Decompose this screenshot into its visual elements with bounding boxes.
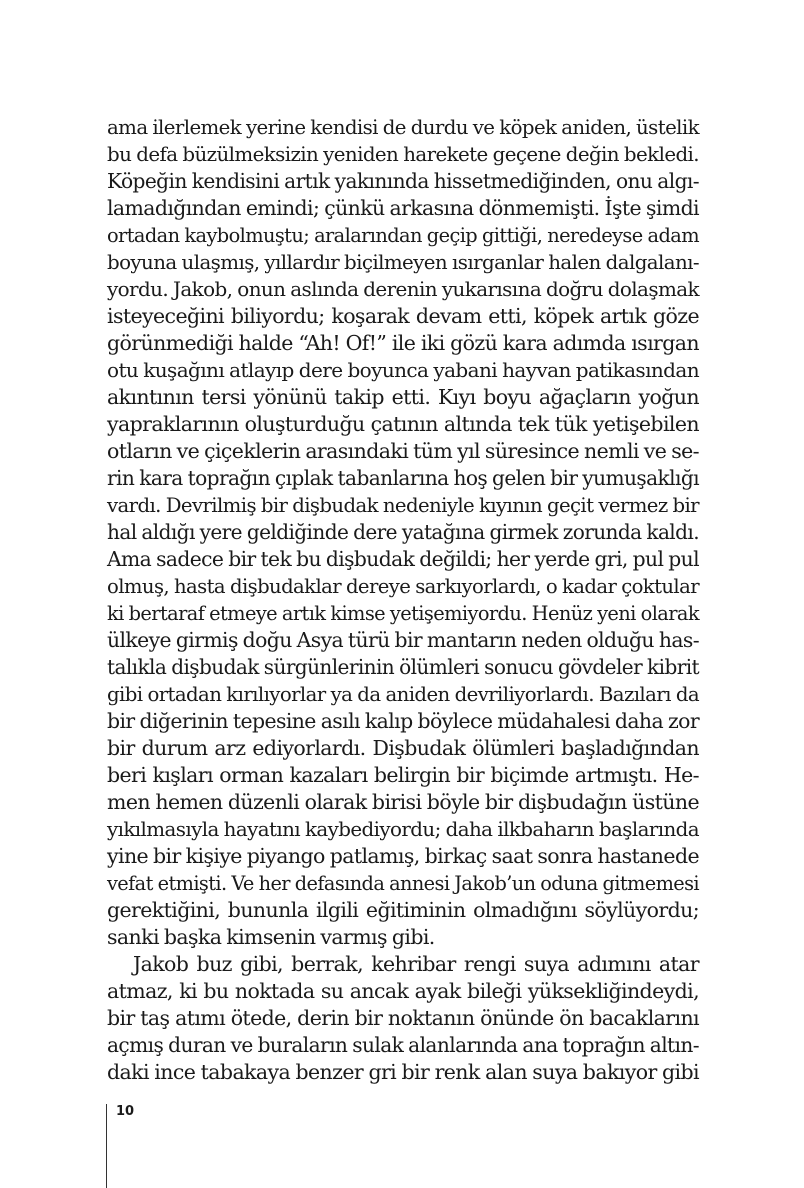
text-line: talıkla dişbudak sürgünlerinin ölümleri sonucu gövdeler kibrit [107, 655, 699, 679]
text-line: vefat etmişti. Ve her defasında annesi Jakob’un oduna gitmemesi [107, 872, 699, 895]
text-line: yapraklarının oluşturduğu çatının altında tek tük yetişebilen [107, 412, 699, 436]
text-line: ama ilerlemek yerine kendisi de durdu ve köpek aniden, üstelik [107, 116, 699, 139]
text-line: yıkılmasıyla hayatını kaybediyordu; daha ilkbaharın başlarında [107, 818, 699, 841]
text-line: bir diğerinin tepesine asılı kalıp böylece müdahalesi daha zor [107, 709, 699, 733]
text-line: yordu. Jakob, onun aslında derenin yukarısına doğru dolaşmak [107, 278, 699, 301]
text-line: olmuş, hasta dişbudaklar dereye sarkıyorlardı, o kadar çoktular [107, 575, 699, 598]
text-line: bu defa büzülmeksizin yeniden harekete geçene değin bekledi. [107, 143, 699, 166]
text-line: vardı. Devrilmiş bir dişbudak nedeniyle kıyının geçit vermez bir [107, 494, 699, 517]
page-number: 10 [116, 1104, 135, 1119]
text-line: daki ince tabakaya benzer gri bir renk alan suya bakıyor gibi [107, 1060, 699, 1084]
text-line: sanki başka kimsenin varmış gibi. [107, 925, 435, 949]
text-line: lamadığından emindi; çünkü arkasına dönmemişti. İşte şimdi [107, 196, 699, 220]
text-line: beri kışları orman kazaları belirgin bir biçimde artmıştı. He- [107, 763, 699, 787]
text-line: atmaz, ki bu noktada su ancak ayak bileği yüksekliğindeydi, [107, 979, 699, 1003]
paragraph-1 [107, 114, 699, 951]
text-line: otların ve çiçeklerin arasındaki tüm yıl süresince nemli ve se- [107, 439, 699, 463]
text-line: hal aldığı yere geldiğinde dere yatağına girmek zorunda kaldı. [107, 520, 699, 544]
text-line: ki bertaraf etmeye artık kimse yetişemiyordu. Henüz yeni olarak [107, 602, 699, 625]
text-line: isteyeceğini biliyordu; koşarak devam etti, köpek artık göze [107, 304, 699, 328]
text-line: boyuna ulaşmış, yıllardır biçilmeyen ısırganlar halen dalgalanı- [107, 251, 699, 274]
text-line: görünmediği halde “Ah! Of!” ile iki gözü kara adımda ısırgan [107, 331, 699, 355]
text-line: ülkeye girmiş doğu Asya türü bir mantarın neden olduğu has- [107, 628, 699, 652]
text-line: gerektiğini, bununla ilgili eğitiminin olmadığını söylüyordu; [107, 898, 699, 922]
text-line: Jakob buz gibi, berrak, kehribar rengi suya adımını atar [133, 952, 699, 976]
text-line: Köpeğin kendisini artık yakınında hissetmediğinden, onu algı- [107, 169, 699, 193]
text-line: gibi ortadan kırılıyorlar ya da aniden devriliyorlardı. Bazıları da [107, 683, 699, 706]
text-line: ortadan kaybolmuştu; aralarından geçip gittiği, neredeyse adam [107, 224, 699, 247]
body-text [107, 114, 699, 1086]
text-line: rin kara toprağın çıplak tabanlarına hoş gelen bir yumuşaklığı [107, 466, 699, 490]
paragraph-2 [107, 951, 699, 1086]
text-line: otu kuşağını atlayıp dere boyunca yabani hayvan patikasından [107, 358, 699, 382]
text-line: Ama sadece bir tek bu dişbudak değildi; her yerde gri, pul pul [107, 547, 699, 571]
text-line: akıntının tersi yönünü takip etti. Kıyı boyu ağaçların yoğun [107, 385, 699, 409]
text-line: bir taş atımı ötede, derin bir noktanın önünde ön bacaklarını [107, 1006, 699, 1030]
text-line: yine bir kişiye piyango patlamış, birkaç saat sonra hastanede [107, 844, 699, 868]
text-line: açmış duran ve buraların sulak alanlarında ana toprağın altın- [107, 1033, 699, 1057]
text-line: bir durum arz ediyorlardı. Dişbudak ölümleri başladığından [107, 736, 699, 760]
text-line: men hemen düzenli olarak birisi böyle bir dişbudağın üstüne [107, 790, 699, 814]
margin-rule [106, 1104, 107, 1188]
